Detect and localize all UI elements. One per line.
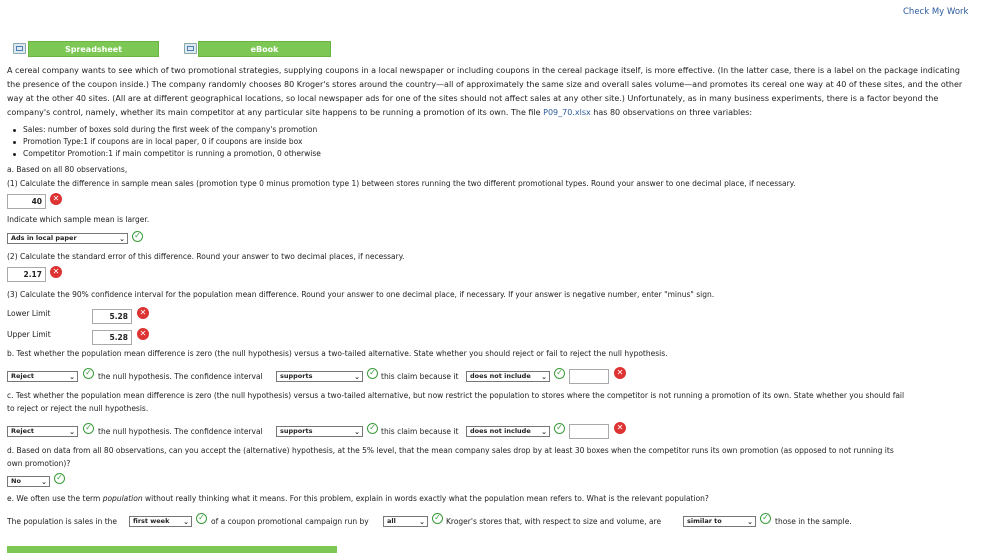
intro-line: the presence of the coupon inside.) The company randomly chooses 80 Kroger's stores around the country—all of approximately the same size and overall sales volume—and promotes its cereal one way at 40 of these sites, and the other bbox=[7, 80, 963, 89]
similarity-select[interactable]: similar to ⌄ bbox=[683, 516, 756, 527]
chevron-down-icon: ⌄ bbox=[183, 518, 189, 526]
x-circle-icon: ✕ bbox=[50, 193, 62, 205]
check-circle-icon: ✓ bbox=[554, 423, 565, 434]
upper-limit-label: Upper Limit bbox=[7, 330, 51, 339]
reject-select[interactable]: Reject ⌄ bbox=[7, 426, 78, 437]
difference-answer-input[interactable]: 40 bbox=[7, 194, 46, 209]
accept-select[interactable]: No ⌄ bbox=[7, 476, 50, 487]
chevron-down-icon: ⌄ bbox=[69, 373, 75, 381]
x-circle-icon: ✕ bbox=[50, 266, 62, 278]
include-select[interactable]: does not include ⌄ bbox=[466, 371, 550, 382]
part-e-text-3: Kroger's stores that, with respect to size and volume, are bbox=[446, 517, 662, 526]
check-circle-icon: ✓ bbox=[196, 513, 207, 524]
tab-ebook[interactable]: eBook bbox=[198, 41, 331, 57]
bottom-tab-bar[interactable] bbox=[7, 546, 337, 553]
check-circle-icon: ✓ bbox=[367, 423, 378, 434]
part-e-text-4: those in the sample. bbox=[775, 517, 852, 526]
part-c-question: to reject or reject the null hypothesis. bbox=[7, 404, 149, 413]
larger-mean-select[interactable]: Ads in local paper ⌄ bbox=[7, 233, 128, 244]
part-d-question: own promotion)? bbox=[7, 459, 71, 468]
chevron-down-icon: ⌄ bbox=[747, 518, 753, 526]
part-a-question-2: (2) Calculate the standard error of this difference. Round your answer to two decimal places, if necessary. bbox=[7, 252, 405, 261]
check-circle-icon: ✓ bbox=[367, 368, 378, 379]
part-c-question: c. Test whether the population mean difference is zero (the null hypothesis) versus a two-tailed alternative, but now restrict the population to stores where the competitor is not running a promotion of its own. State whether you should fail bbox=[7, 391, 905, 400]
check-my-work-link[interactable]: Check My Work bbox=[903, 7, 969, 17]
part-b-text-1: the null hypothesis. The confidence interval bbox=[98, 372, 263, 381]
period-select[interactable]: first week ⌄ bbox=[129, 516, 192, 527]
check-circle-icon: ✓ bbox=[83, 368, 94, 379]
reason-value-input[interactable] bbox=[569, 424, 609, 439]
part-e-question: e. We often use the term population without really thinking what it means. For this problem, explain in words exactly what the population mean refers to. What is the relevant population? bbox=[7, 494, 709, 503]
part-c-text-1: the null hypothesis. The confidence interval bbox=[98, 427, 263, 436]
part-a-question-1: (1) Calculate the difference in sample mean sales (promotion type 0 minus promotion type 1) between stores running the two different promotional types. Round your answer to one decimal place, if necessary. bbox=[7, 179, 796, 188]
problem-statement bbox=[7, 64, 975, 120]
part-b-text-2: this claim because it bbox=[381, 372, 459, 381]
part-a-heading: a. Based on all 80 observations, bbox=[7, 165, 128, 174]
part-b-question: b. Test whether the population mean difference is zero (the null hypothesis) versus a two-tailed alternative. State whether you should reject or fail to reject the null hypothesis. bbox=[7, 349, 668, 358]
check-circle-icon: ✓ bbox=[554, 368, 565, 379]
intro-line: company's control, namely, whether its main competitor at any particular site happens to be running a promotion of its own. The file P09_70.xlsx has 80 observations on three variables: bbox=[7, 108, 753, 117]
part-d-question: d. Based on data from all 80 observations, can you accept the (alternative) hypothesis, at the 5% level, that the mean company sales drop by at least 30 boxes when the competitor runs its own promotion (as opposed to not running its bbox=[7, 446, 894, 455]
chevron-down-icon: ⌄ bbox=[354, 428, 360, 436]
upper-limit-input[interactable]: 5.28 bbox=[92, 330, 132, 345]
lower-limit-label: Lower Limit bbox=[7, 309, 51, 318]
include-select[interactable]: does not include ⌄ bbox=[466, 426, 550, 437]
lower-limit-input[interactable]: 5.28 bbox=[92, 309, 132, 324]
data-file-link[interactable]: P09_70.xlsx bbox=[543, 108, 591, 117]
chevron-down-icon: ⌄ bbox=[41, 478, 47, 486]
supports-select[interactable]: supports ⌄ bbox=[276, 426, 363, 437]
x-circle-icon: ✕ bbox=[137, 328, 149, 340]
part-e-text-1: The population is sales in the bbox=[7, 517, 118, 526]
chevron-down-icon: ⌄ bbox=[419, 518, 425, 526]
variable-item: Competitor Promotion:1 if main competitor is running a promotion, 0 otherwise bbox=[13, 148, 321, 160]
larger-mean-question: Indicate which sample mean is larger. bbox=[7, 215, 150, 224]
chevron-down-icon: ⌄ bbox=[354, 373, 360, 381]
check-circle-icon: ✓ bbox=[760, 513, 771, 524]
chevron-down-icon: ⌄ bbox=[541, 428, 547, 436]
part-e-text-2: of a coupon promotional campaign run by bbox=[211, 517, 369, 526]
intro-line: A cereal company wants to see which of two promotional strategies, supplying coupons in a local newspaper or including coupons in the cereal package itself, is more effective. (In the latter case, there is a label on the package indicating bbox=[7, 66, 960, 75]
chevron-down-icon: ⌄ bbox=[119, 235, 125, 243]
supports-select[interactable]: supports ⌄ bbox=[276, 371, 363, 382]
variable-item: Promotion Type:1 if coupons are in local paper, 0 if coupons are inside box bbox=[13, 136, 302, 148]
intro-line: way at the other 40 sites. (All are at different geographical locations, so local newspaper ads for one of the sites should not affect sales at any other site.) Unfortunately, as in many business experiments, there is a factor beyond the bbox=[7, 94, 939, 103]
chevron-down-icon: ⌄ bbox=[69, 428, 75, 436]
tab-spreadsheet[interactable]: Spreadsheet bbox=[28, 41, 159, 57]
x-circle-icon: ✕ bbox=[614, 367, 626, 379]
check-circle-icon: ✓ bbox=[54, 473, 65, 484]
part-a-question-3: (3) Calculate the 90% confidence interval for the population mean difference. Round your answer to one decimal place, if necessary. If your answer is negative number, enter "minus" sign. bbox=[7, 290, 715, 299]
check-circle-icon: ✓ bbox=[83, 423, 94, 434]
variable-item: Sales: number of boxes sold during the first week of the company's promotion bbox=[13, 124, 317, 136]
spreadsheet-icon[interactable] bbox=[13, 43, 26, 54]
ebook-icon[interactable] bbox=[184, 43, 197, 54]
x-circle-icon: ✕ bbox=[614, 422, 626, 434]
standard-error-input[interactable]: 2.17 bbox=[7, 267, 46, 282]
check-circle-icon: ✓ bbox=[132, 231, 143, 242]
check-circle-icon: ✓ bbox=[432, 513, 443, 524]
reject-select[interactable]: Reject ⌄ bbox=[7, 371, 78, 382]
chevron-down-icon: ⌄ bbox=[541, 373, 547, 381]
part-c-text-2: this claim because it bbox=[381, 427, 459, 436]
reason-value-input[interactable] bbox=[569, 369, 609, 384]
scope-select[interactable]: all ⌄ bbox=[383, 516, 428, 527]
x-circle-icon: ✕ bbox=[137, 307, 149, 319]
